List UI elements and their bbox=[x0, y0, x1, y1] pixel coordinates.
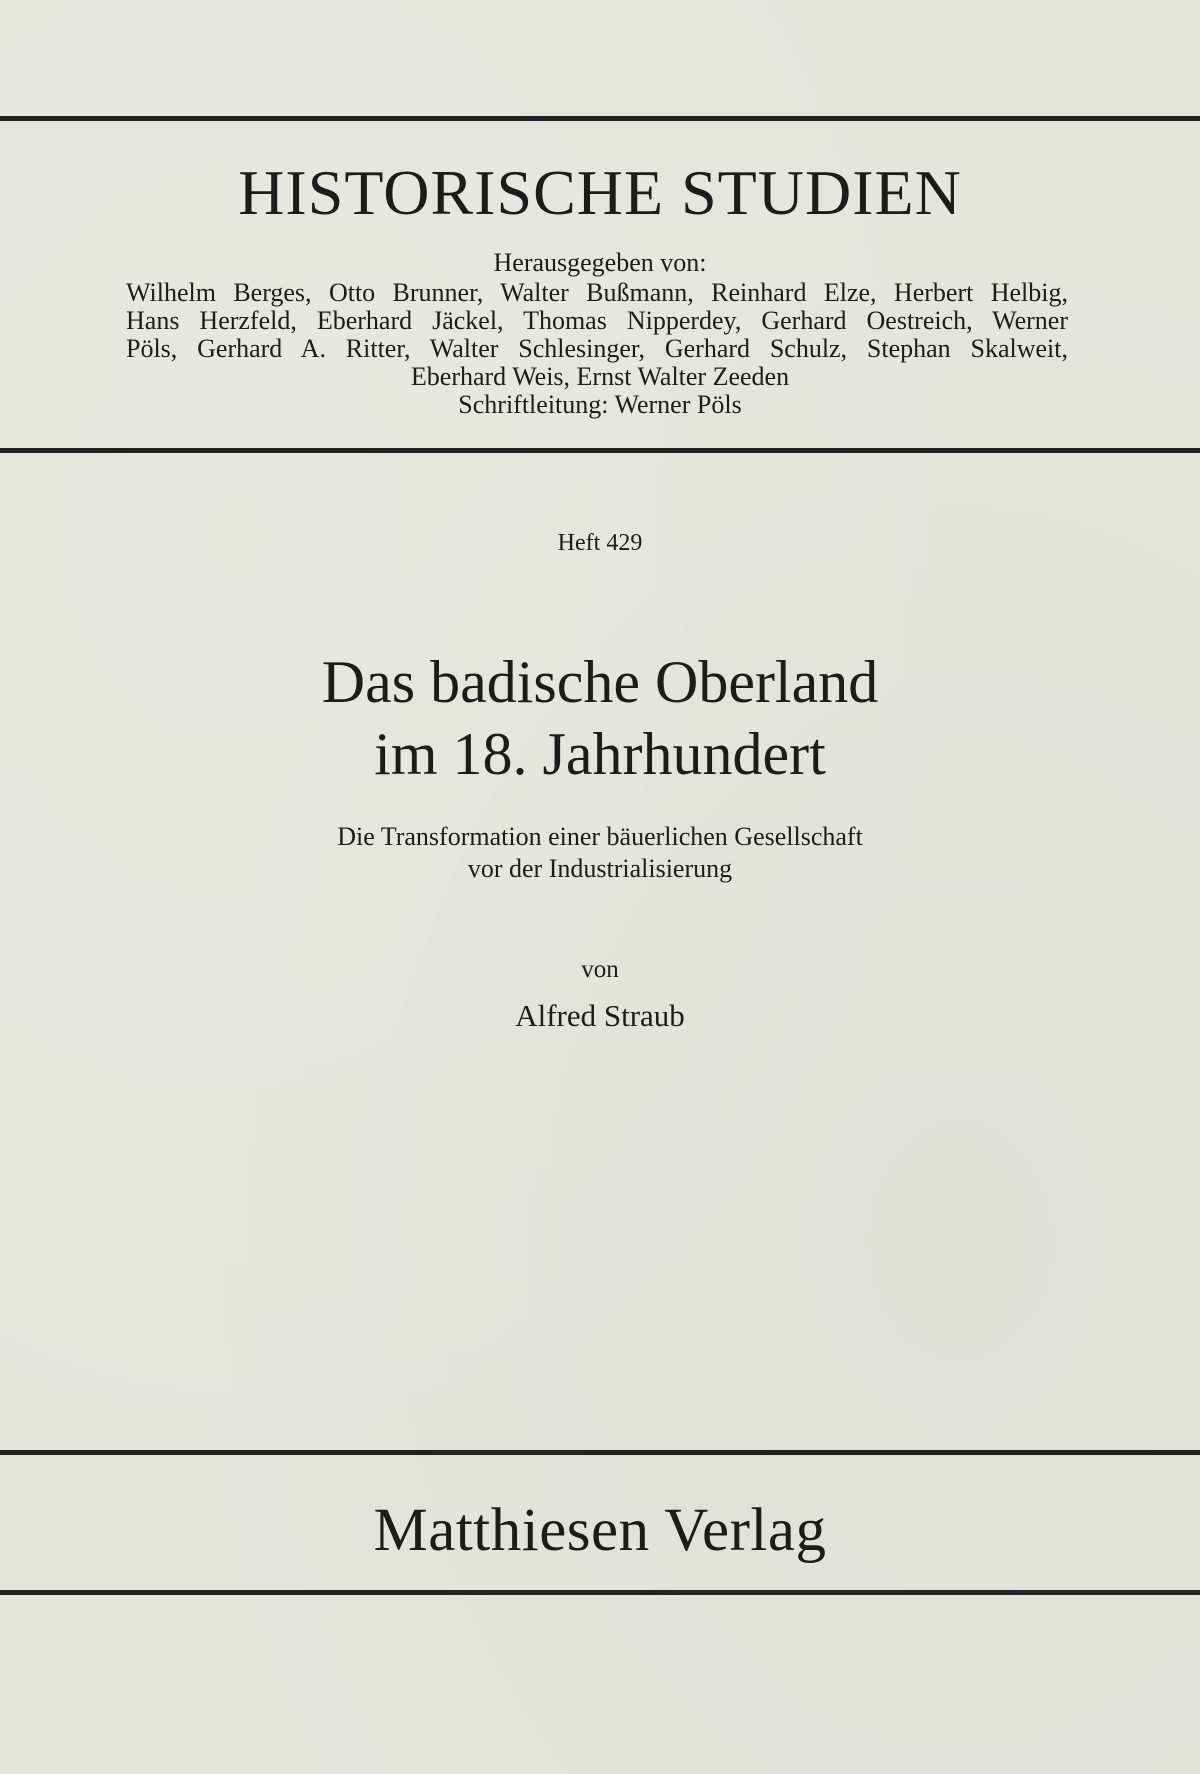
editors-line: Hans Herzfeld, Eberhard Jäckel, Thomas Nipperdey, Gerhard Oestreich, Werner bbox=[126, 306, 1068, 335]
schriftleitung: Schriftleitung: Werner Pöls bbox=[458, 390, 742, 419]
author-name: Alfred Straub bbox=[515, 998, 685, 1033]
volume-number: Heft 429 bbox=[557, 530, 643, 556]
publisher-name: Matthiesen Verlag bbox=[373, 1497, 827, 1564]
publisher-top-rule bbox=[0, 1450, 1200, 1455]
by-label: von bbox=[581, 956, 619, 983]
editors-label: Herausgegeben von: bbox=[493, 248, 707, 277]
editors-line: Wilhelm Berges, Otto Brunner, Walter Bußmann, Reinhard Elze, Herbert Helbig, bbox=[126, 278, 1068, 307]
book-subtitle-line: vor der Industrialisierung bbox=[467, 854, 733, 883]
top-rule bbox=[0, 116, 1200, 121]
book-subtitle-line: Die Transformation einer bäuerlichen Gesellschaft bbox=[337, 822, 863, 851]
editors-line: Pöls, Gerhard A. Ritter, Walter Schlesinger, Gerhard Schulz, Stephan Skalweit, bbox=[126, 334, 1068, 363]
book-title-line: Das badische Oberland bbox=[321, 649, 879, 715]
book-title-line: im 18. Jahrhundert bbox=[374, 721, 826, 787]
series-title: HISTORISCHE STUDIEN bbox=[238, 157, 962, 228]
series-rule bbox=[0, 448, 1200, 453]
editors-line: Eberhard Weis, Ernst Walter Zeeden bbox=[410, 362, 790, 391]
publisher-bottom-rule bbox=[0, 1590, 1200, 1595]
